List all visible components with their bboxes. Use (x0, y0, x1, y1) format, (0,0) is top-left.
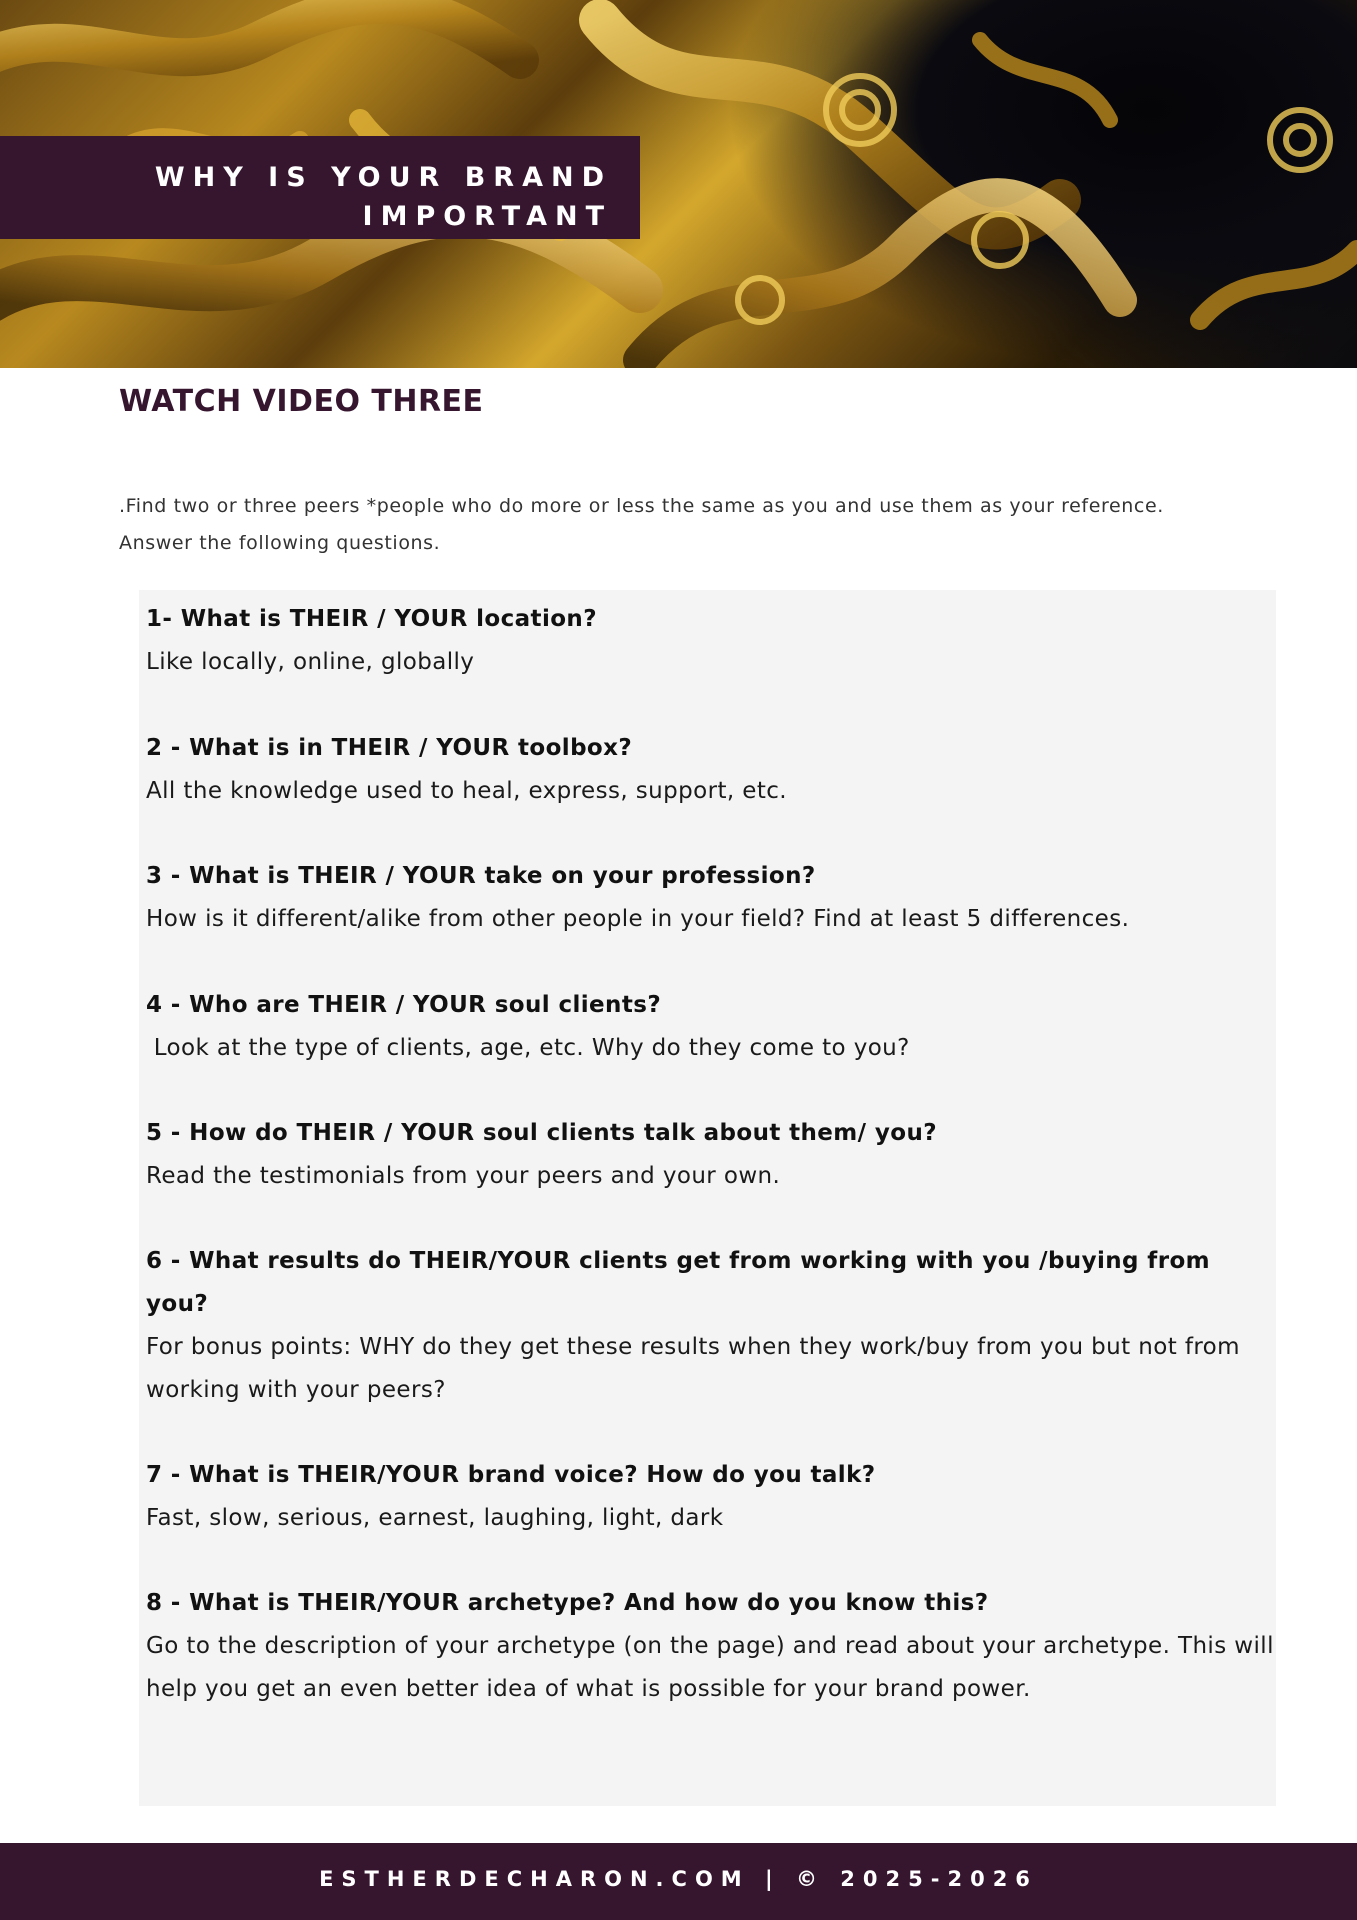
question-item (146, 855, 1266, 941)
question-title: 1- What is THEIR / YOUR location? (146, 606, 597, 632)
question-description: Fast, slow, serious, earnest, laughing, light, dark (146, 1505, 724, 1531)
question-item (146, 598, 1266, 684)
question-description: Look at the type of clients, age, etc. Why do they come to you? (146, 1035, 910, 1061)
question-description: Read the testimonials from your peers and your own. (146, 1163, 781, 1189)
footer-bar (0, 1843, 1357, 1920)
question-title: 2 - What is in THEIR / YOUR toolbox? (146, 735, 633, 761)
page-title-line1: WHY IS YOUR BRAND (154, 162, 612, 193)
intro-line-2: Answer the following questions. (119, 532, 441, 554)
question-item (146, 1454, 1266, 1540)
question-description: Like locally, online, globally (146, 649, 475, 675)
question-title: 8 - What is THEIR/YOUR archetype? And how do you know this? (146, 1590, 989, 1616)
question-title: 7 - What is THEIR/YOUR brand voice? How do you talk? (146, 1462, 876, 1488)
question-item (146, 1240, 1276, 1412)
question-item (146, 984, 1266, 1070)
question-item (146, 1112, 1266, 1198)
footer-text: ESTHERDECHARON.COM | © 2025-2026 (319, 1867, 1038, 1891)
question-description: How is it different/alike from other people in your field? Find at least 5 differences. (146, 906, 1130, 932)
header-banner (0, 0, 1357, 368)
question-description: All the knowledge used to heal, express, support, etc. (146, 778, 788, 804)
title-box (0, 136, 640, 239)
question-title: 5 - How do THEIR / YOUR soul clients talk about them/ you? (146, 1120, 937, 1146)
section-heading: WATCH VIDEO THREE (119, 384, 484, 419)
question-title: 6 - What results do THEIR/YOUR clients get from working with you /buying from you? (146, 1248, 1211, 1317)
question-title: 4 - Who are THEIR / YOUR soul clients? (146, 992, 662, 1018)
intro-line-1: .Find two or three peers *people who do more or less the same as you and use them as your reference. (119, 495, 1164, 517)
intro-text (119, 488, 1269, 562)
question-title: 3 - What is THEIR / YOUR take on your profession? (146, 863, 816, 889)
question-description: Go to the description of your archetype (on the page) and read about your archetype. This will help you get an even better idea of what is possible for your brand power. (146, 1633, 1274, 1702)
question-description: For bonus points: WHY do they get these results when they work/buy from you but not from working with your peers? (146, 1334, 1240, 1403)
page-title-line2: IMPORTANT (362, 201, 612, 232)
question-item (146, 1582, 1281, 1711)
question-item (146, 727, 1266, 813)
